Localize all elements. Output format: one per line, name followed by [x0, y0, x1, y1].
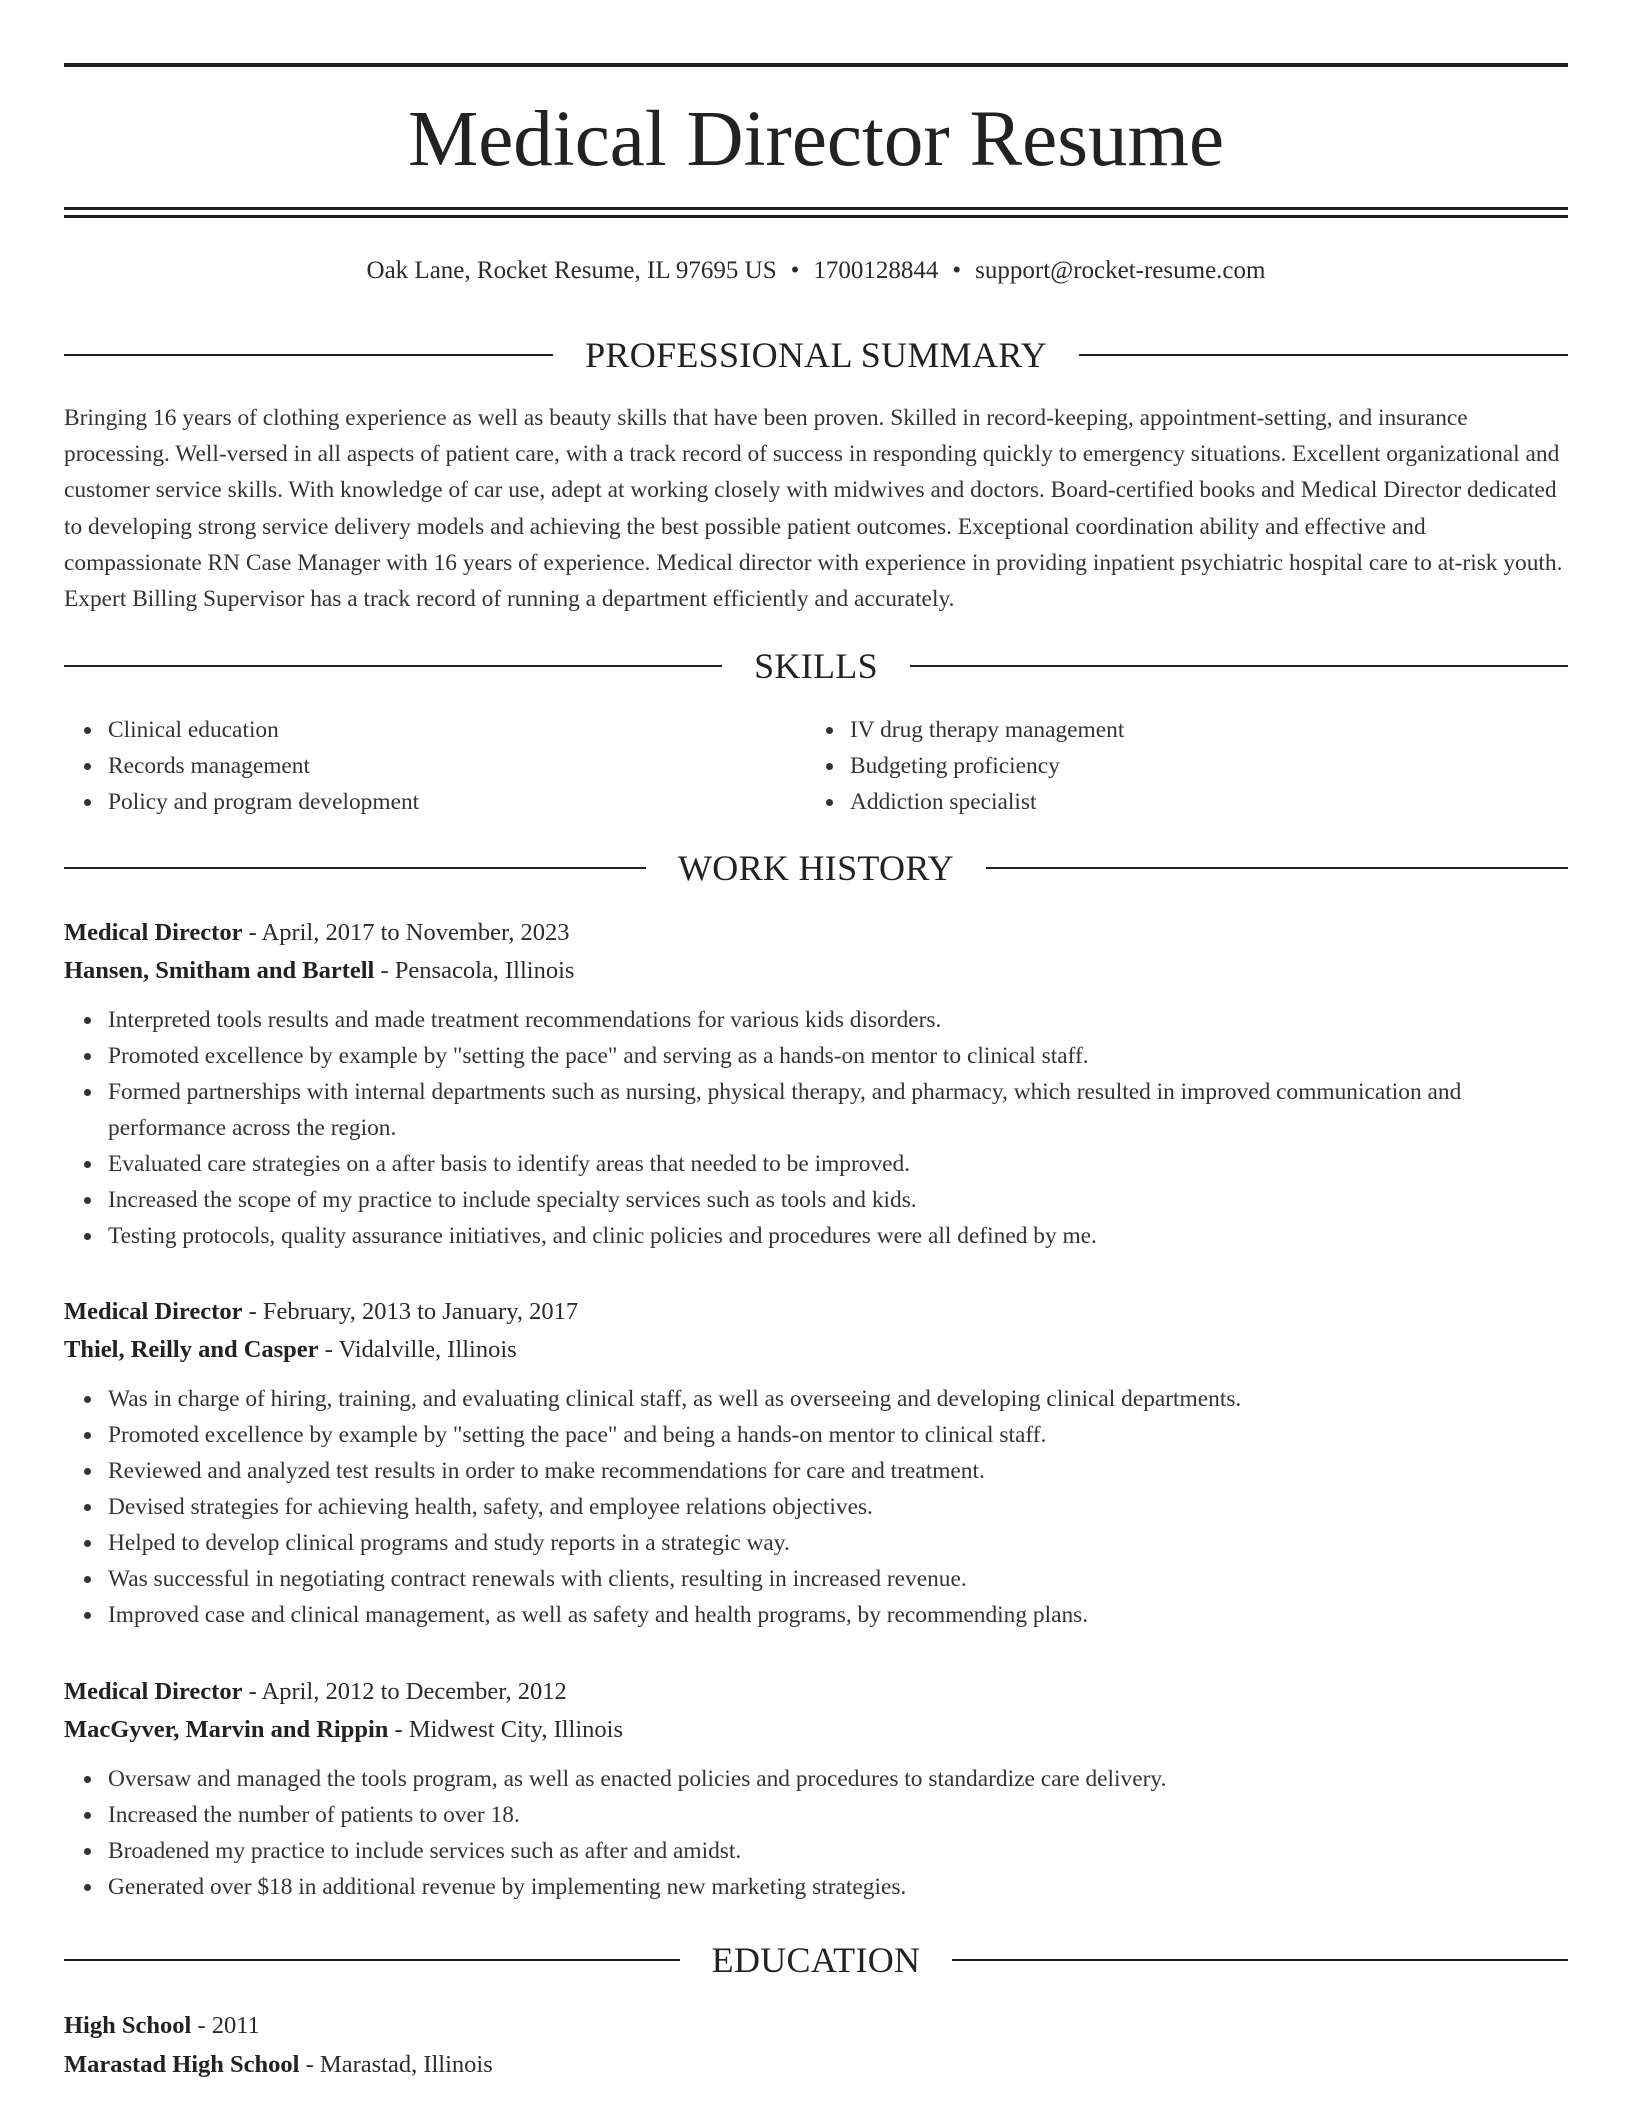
- section-header-summary: [64, 335, 1568, 375]
- contact-line: [64, 256, 1568, 286]
- resume-title: Medical Director Resume: [407, 96, 1225, 183]
- section-header-skills: [64, 646, 1568, 686]
- section-title-education: EDUCATION: [711, 1940, 921, 1980]
- job-title: Medical Director: [64, 1678, 243, 1705]
- job-title-line: [64, 1673, 1568, 1711]
- job-location: - Vidalville, Illinois: [318, 1336, 517, 1363]
- job-bullet: Reviewed and analyzed test results in order to make recommendations for care and treatment.: [108, 1453, 1568, 1489]
- job-bullet: Evaluated care strategies on a after basis to identify areas that needed to be improved.: [108, 1146, 1568, 1182]
- job-bullet: Generated over $18 in additional revenue by implementing new marketing strategies.: [108, 1869, 1568, 1905]
- job-bullet: Increased the scope of my practice to include specialty services such as tools and kids.: [108, 1182, 1568, 1218]
- job-bullet: Broadened my practice to include services such as after and amidst.: [108, 1833, 1568, 1869]
- job-company: Thiel, Reilly and Casper: [64, 1336, 319, 1363]
- job-bullet: Was successful in negotiating contract renewals with clients, resulting in increased revenue.: [108, 1561, 1568, 1597]
- job-bullet: Improved case and clinical management, as well as safety and health programs, by recommending plans.: [108, 1597, 1568, 1633]
- job-bullets: [64, 1381, 1568, 1633]
- section-rule: [910, 665, 1568, 667]
- contact-address: Oak Lane, Rocket Resume, IL 97695 US: [366, 257, 777, 284]
- skill-item: Clinical education: [108, 712, 806, 748]
- section-rule: [64, 1959, 680, 1961]
- contact-phone: 1700128844: [813, 257, 939, 284]
- skills-list: [64, 712, 1568, 820]
- section-rule: [64, 354, 553, 356]
- education-school-line: [64, 2045, 1568, 2084]
- job-title: Medical Director: [64, 1298, 243, 1325]
- job-bullets: [64, 1002, 1568, 1254]
- skill-item: Addiction specialist: [850, 784, 1548, 820]
- title-rule-upper: [64, 207, 1568, 210]
- job-bullet: Helped to develop clinical programs and study reports in a strategic way.: [108, 1525, 1568, 1561]
- section-header-education: [64, 1940, 1568, 1980]
- job-entry: [64, 1673, 1568, 1905]
- job-company: MacGyver, Marvin and Rippin: [64, 1716, 389, 1743]
- contact-email: support@rocket-resume.com: [975, 257, 1266, 284]
- section-rule: [1079, 354, 1568, 356]
- skills-column-right: [806, 712, 1548, 820]
- section-title-work: WORK HISTORY: [678, 848, 954, 888]
- job-bullet: Testing protocols, quality assurance initiatives, and clinic policies and procedures were all defined by me.: [108, 1218, 1568, 1254]
- job-title: Medical Director: [64, 919, 243, 946]
- job-bullet: Increased the number of patients to over 18.: [108, 1797, 1568, 1833]
- top-rule: [64, 63, 1568, 67]
- job-bullet: Interpreted tools results and made treatment recommendations for various kids disorders.: [108, 1002, 1568, 1038]
- education-entry: [64, 2006, 1568, 2084]
- education-location: - Marastad, Illinois: [299, 2051, 493, 2078]
- job-bullet: Formed partnerships with internal departments such as nursing, physical therapy, and pharmacy, which resulted in improved communication and performance across the region.: [108, 1074, 1568, 1146]
- section-rule: [64, 867, 646, 869]
- job-title-line: [64, 1293, 1568, 1331]
- job-bullet: Oversaw and managed the tools program, as well as enacted policies and procedures to standardize care delivery.: [108, 1761, 1568, 1797]
- job-entry: [64, 1293, 1568, 1633]
- skill-item: Policy and program development: [108, 784, 806, 820]
- job-bullet: Was in charge of hiring, training, and evaluating clinical staff, as well as overseeing and developing clinical departments.: [108, 1381, 1568, 1417]
- job-company-line: [64, 952, 1568, 990]
- job-entry: [64, 914, 1568, 1254]
- job-location: - Midwest City, Illinois: [388, 1716, 623, 1743]
- section-title-summary: PROFESSIONAL SUMMARY: [585, 335, 1047, 375]
- job-bullet: Promoted excellence by example by "setting the pace" and being a hands-on mentor to clinical staff.: [108, 1417, 1568, 1453]
- education-school: Marastad High School: [64, 2051, 300, 2078]
- job-bullet: Promoted excellence by example by "setting the pace" and serving as a hands-on mentor to clinical staff.: [108, 1038, 1568, 1074]
- section-title-skills: SKILLS: [754, 646, 878, 686]
- job-bullet: Devised strategies for achieving health, safety, and employee relations objectives.: [108, 1489, 1568, 1525]
- section-rule: [952, 1959, 1568, 1961]
- skills-column-left: [64, 712, 806, 820]
- job-company-line: [64, 1711, 1568, 1749]
- job-dates: - April, 2012 to December, 2012: [242, 1678, 567, 1705]
- skill-item: Budgeting proficiency: [850, 748, 1548, 784]
- job-company-line: [64, 1331, 1568, 1369]
- skill-item: IV drug therapy management: [850, 712, 1548, 748]
- title-rule-lower: [64, 215, 1568, 218]
- job-bullets: [64, 1761, 1568, 1905]
- job-dates: - February, 2013 to January, 2017: [242, 1298, 579, 1325]
- section-rule: [986, 867, 1568, 869]
- education-degree: High School: [64, 2012, 192, 2039]
- job-company: Hansen, Smitham and Bartell: [64, 957, 375, 984]
- contact-separator: •: [790, 257, 800, 284]
- job-title-line: [64, 914, 1568, 952]
- job-location: - Pensacola, Illinois: [374, 957, 575, 984]
- skill-item: Records management: [108, 748, 806, 784]
- contact-separator: •: [952, 257, 962, 284]
- section-rule: [64, 665, 722, 667]
- education-degree-line: [64, 2006, 1568, 2045]
- job-dates: - April, 2017 to November, 2023: [242, 919, 570, 946]
- section-header-work: [64, 848, 1568, 888]
- summary-text: Bringing 16 years of clothing experience as well as beauty skills that have been proven. Skilled in record-keeping, appointment-setting, and insurance processing. Well-versed in all aspects of patient care, with a track record of success in responding quickly to emergency situations. Excellent organizational and customer service skills. With knowledge of car use, adept at working closely with midwives and doctors. Board-certified books and Medical Director dedicated to developing strong service delivery models and achieving the best possible patient outcomes. Exceptional coordination ability and effective and compassionate RN Case Manager with 16 years of experience. Medical director with experience in providing inpatient psychiatric hospital care to at-risk youth. Expert Billing Supervisor has a track record of running a department efficiently and accurately.: [64, 405, 1563, 613]
- education-year: - 2011: [191, 2012, 260, 2039]
